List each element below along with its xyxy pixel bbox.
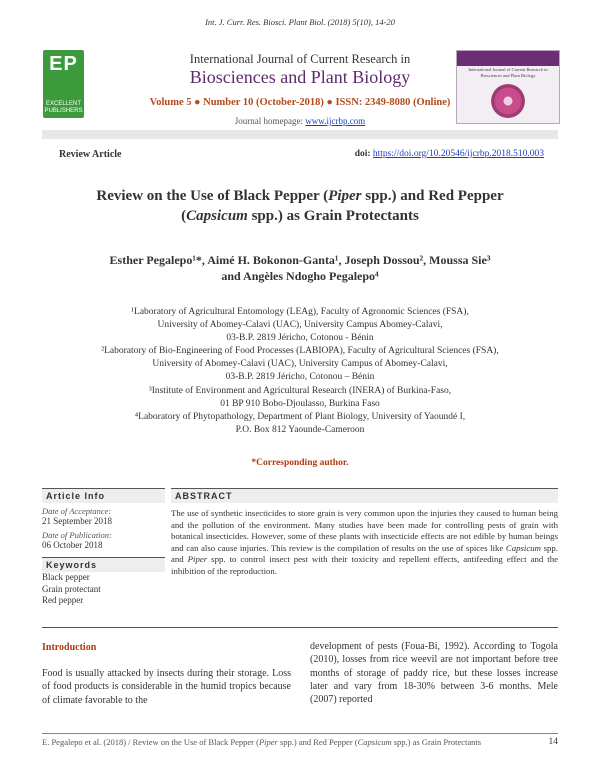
corresponding-author-note: *Corresponding author. bbox=[251, 458, 349, 468]
publication-label: Date of Publication: bbox=[42, 530, 112, 540]
affiliation-line: P.O. Box 812 Yaounde-Cameroon bbox=[235, 424, 365, 435]
abstract-heading: ABSTRACT bbox=[171, 488, 558, 503]
title-genus-capsicum: Capsicum bbox=[186, 208, 248, 224]
publication-date: 06 October 2018 bbox=[42, 540, 103, 550]
doi-link[interactable]: https://doi.org/10.20546/ijcrbp.2018.510.003 bbox=[372, 149, 544, 159]
homepage-link[interactable]: www.ijcrbp.com bbox=[305, 116, 366, 126]
keyword: Black pepper bbox=[42, 572, 90, 582]
volume-issue: Volume 5 ● Number 10 (October-2018) ● ISSN: 2349-8080 (Online) bbox=[149, 97, 451, 108]
footer-span: E. Pegalepo et al. (2018) / Review on the Use of Black Pepper ( bbox=[42, 737, 259, 747]
article-meta-row bbox=[42, 149, 558, 163]
title-text: Review on the Use of Black Pepper ( bbox=[96, 188, 329, 204]
abstract-genus: Piper bbox=[187, 554, 208, 564]
introduction-heading: Introduction bbox=[42, 642, 97, 653]
footer-span: spp.) as Grain Protectants bbox=[391, 737, 482, 747]
article-info-heading: Article Info bbox=[42, 488, 165, 503]
acceptance-date: 21 September 2018 bbox=[42, 516, 112, 526]
authors-line: and Angèles Ndogho Pegalepo⁴ bbox=[221, 269, 379, 283]
homepage-label: Journal homepage: bbox=[234, 116, 304, 126]
affiliation-line: University of Abomey-Calavi (UAC), University Campus Abomey-Calavi, bbox=[157, 320, 443, 331]
title-genus-piper: Piper bbox=[328, 188, 362, 204]
keyword: Red pepper bbox=[42, 595, 84, 605]
abstract-span: spp. and bbox=[171, 542, 559, 564]
logo-letters: EP bbox=[49, 53, 78, 75]
author-list bbox=[40, 252, 560, 284]
running-head: Int. J. Curr. Res. Biosci. Plant Biol. (2018) 5(10), 14-20 bbox=[205, 17, 395, 27]
affiliation-line: 03-B.P. 2819 Jéricho, Cotonou – Bénin bbox=[225, 372, 375, 383]
article-info-panel bbox=[42, 488, 165, 607]
logo-caption: EXCELLENT PUBLISHERS bbox=[44, 101, 83, 114]
title-text: spp.) and Red Pepper bbox=[361, 188, 504, 204]
acceptance-label: Date of Acceptance: bbox=[42, 506, 112, 516]
keyword: Grain protectant bbox=[42, 583, 101, 594]
keywords-heading: Keywords bbox=[42, 557, 165, 572]
footer-citation bbox=[42, 737, 512, 748]
doi bbox=[355, 149, 544, 159]
abstract-panel bbox=[171, 488, 558, 577]
cover-title: International Journal of Current Research in Biosciences and Plant Biology bbox=[468, 67, 548, 78]
page-number: 14 bbox=[548, 737, 558, 747]
footer-span: spp.) and Red Pepper ( bbox=[277, 737, 358, 747]
abstract-genus: Capsicum bbox=[505, 542, 542, 553]
intro-right-column: development of pests (Foua-Bi, 1992). According to Togola (2010), losses from rice weevil are not important before tree months of storage of paddy rice, but these losses increase later and vary from 18-30% between 3-6 months. Mele (2007) reported bbox=[310, 641, 558, 706]
section-divider bbox=[42, 627, 558, 628]
abstract-span: spp. to control insect pest with their toxicity and repellent effects, antifeeding effect and the inhibition of the reproduction. bbox=[171, 554, 558, 576]
affiliation-line: ²Laboratory of Bio-Engineering of Food Processes (LABIOPA), Faculty of Agricultural Sciences (FSA), bbox=[101, 346, 499, 357]
article-title bbox=[40, 186, 560, 226]
article-type: Review Article bbox=[59, 149, 122, 160]
journal-homepage bbox=[0, 116, 600, 126]
affiliation-line: 01 BP 910 Bobo-Djoulasso, Burkina Faso bbox=[220, 398, 380, 409]
title-text: ( bbox=[181, 208, 187, 224]
affiliation-line: University of Abomey-Calavi (UAC), University Campus of Abomey-Calavi, bbox=[152, 359, 448, 370]
affiliation-line: ³Institute of Environment and Agricultural Research (INERA) of Burkina-Faso, bbox=[148, 385, 452, 396]
authors-line: Esther Pegalepo¹*, Aimé H. Bokonon-Ganta¹, Joseph Dossou², Moussa Sie³ bbox=[109, 253, 491, 267]
footer-genus: Piper bbox=[258, 737, 278, 747]
doi-label: doi: bbox=[354, 149, 371, 159]
header-divider-bar bbox=[42, 130, 558, 139]
footer-genus: Capsicum bbox=[357, 737, 392, 747]
affiliation-line: ¹Laboratory of Agricultural Entomology (LEAg), Faculty of Agronomic Sciences (FSA), bbox=[131, 307, 469, 317]
journal-name-line2: Biosciences and Plant Biology bbox=[189, 67, 411, 87]
affiliations bbox=[40, 306, 560, 437]
abstract-span: The use of synthetic insecticides to store grain is very common upon the injuries they caused to human being and the pollution of the environment. Many studies have been made for controlling pests of grain with botanical insecticides. However, some of these plants with insecticide effects are not edible by human beings and can also cause injuries. This review is the compilation of results on the use of spices like bbox=[171, 508, 558, 553]
abstract-text bbox=[171, 508, 558, 577]
affiliation-line: 03-B.P. 2819 Jéricho, Cotonou - Bénin bbox=[226, 333, 374, 344]
intro-left-column: Food is usually attacked by insects during their storage. Loss of food products is considerable in the humid tropics because of climate favorable to the bbox=[42, 668, 291, 706]
title-text: spp.) as Grain Protectants bbox=[247, 208, 419, 224]
journal-name-line1: International Journal of Current Research in bbox=[189, 52, 411, 66]
footer-divider bbox=[42, 733, 558, 734]
affiliation-line: ⁴Laboratory of Phytopathology, Department of Plant Biology, University of Yaoundé I, bbox=[134, 411, 466, 422]
